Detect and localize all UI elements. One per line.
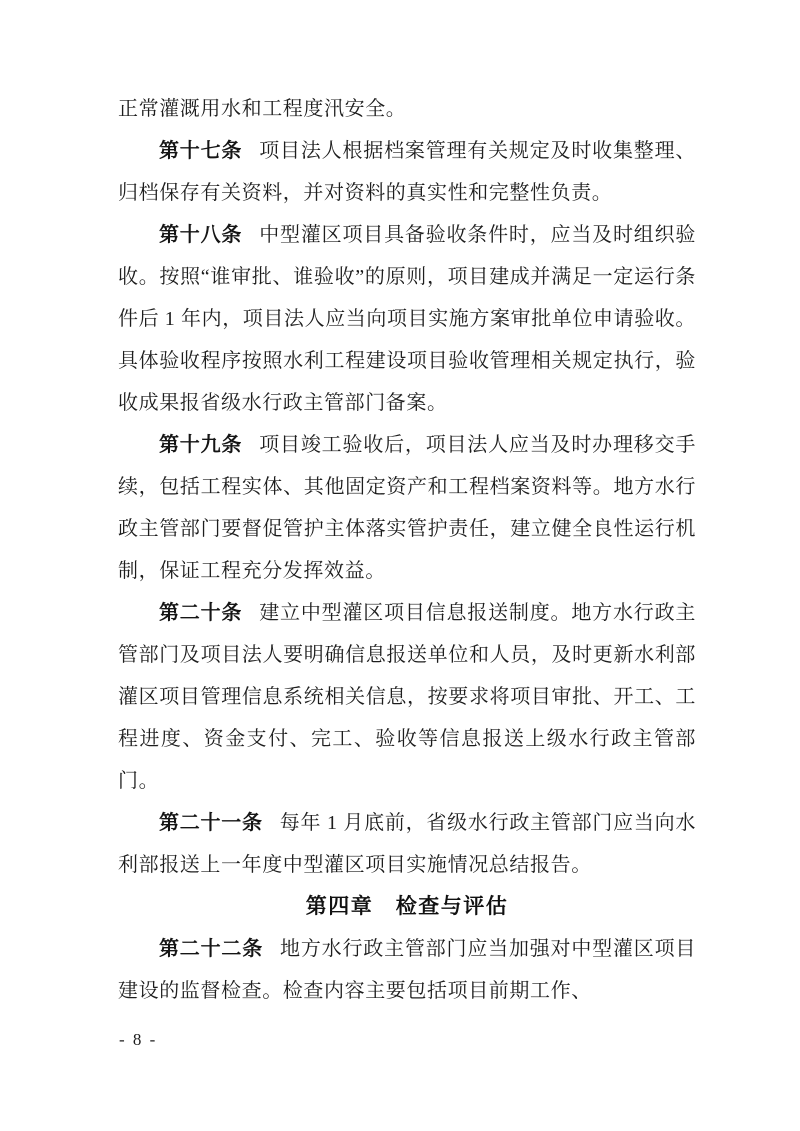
article-text: 建立中型灌区项目信息报送制度。地方水行政主管部门及项目法人要明确信息报送单位和人员，及时更新水利部灌区项目管理信息系统相关信息，按要求将项目审批、开工、工程进度、资金支付、完工、验收等信息报送上级水行政主管部门。 <box>118 602 696 792</box>
article-label: 第二十一条 <box>159 812 263 834</box>
document-body <box>118 88 696 1012</box>
article-text: 正常灌溉用水和工程度汛安全。 <box>118 98 407 120</box>
article-paragraph <box>118 424 696 592</box>
article-text: 中型灌区项目具备验收条件时，应当及时组织验收。按照“谁审批、谁验收”的原则，项目建成并满足一定运行条件后 1 年内，项目法人应当向项目实施方案审批单位申请验收。具体验收程序按照水利工程建设项目验收管理相关规定执行，验收成果报省级水行政主管部门备案。 <box>118 224 696 414</box>
article-paragraph <box>118 802 696 886</box>
article-text: 项目竣工验收后，项目法人应当及时办理移交手续，包括工程实体、其他固定资产和工程档案资料等。地方水行政主管部门要督促管护主体落实管护责任，建立健全良性运行机制，保证工程充分发挥效益。 <box>118 434 696 582</box>
article-paragraph <box>118 928 696 1012</box>
article-text: 每年 1 月底前，省级水行政主管部门应当向水利部报送上一年度中型灌区项目实施情况总结报告。 <box>118 812 697 876</box>
article-label: 第十九条 <box>159 434 243 456</box>
article-label: 第十七条 <box>159 140 243 162</box>
chapter-heading: 第四章 检查与评估 <box>305 895 509 918</box>
article-text: 项目法人根据档案管理有关规定及时收集整理、归档保存有关资料，并对资料的真实性和完整性负责。 <box>118 140 696 204</box>
article-paragraph <box>118 592 696 802</box>
page-number: - 8 - <box>119 1030 158 1049</box>
article-label: 第二十条 <box>159 602 243 624</box>
article-text: 地方水行政主管部门应当加强对中型灌区项目建设的监督检查。检查内容主要包括项目前期工作、 <box>118 938 697 1002</box>
article-paragraph <box>118 130 696 214</box>
article-label: 第二十二条 <box>159 938 264 960</box>
continuation-paragraph <box>118 88 696 130</box>
article-label: 第十八条 <box>159 224 243 246</box>
article-paragraph <box>118 214 696 424</box>
